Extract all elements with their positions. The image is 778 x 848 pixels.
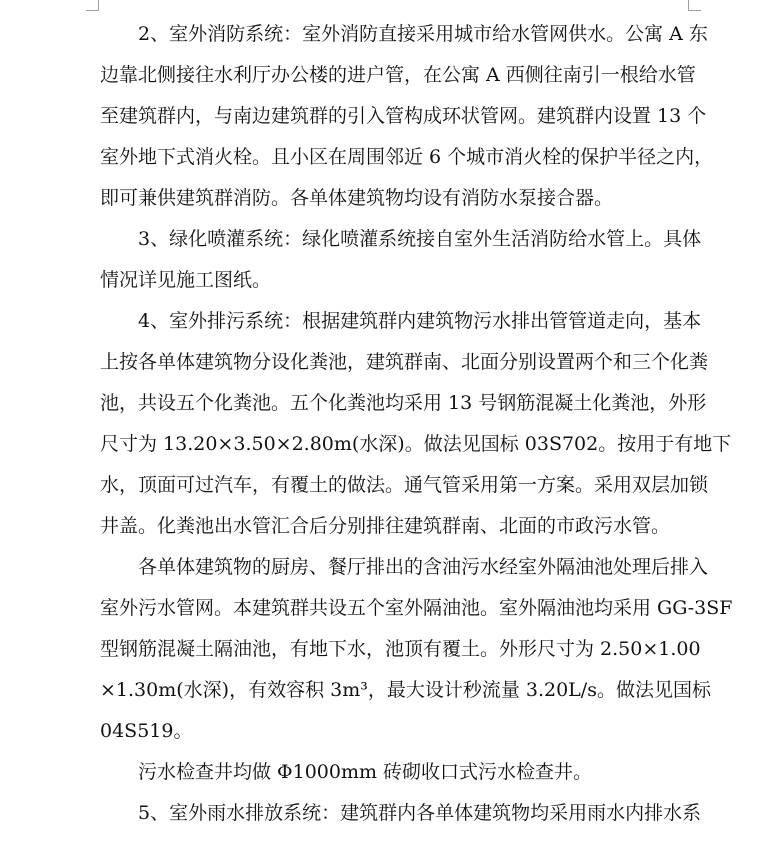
- paragraph-rainwater-system: [100, 793, 702, 834]
- paragraph-irrigation-system: [100, 219, 702, 301]
- text-line: 即可兼供建筑群消防。各单体建筑物均设有消防水泵接合器。: [100, 187, 614, 209]
- paragraph-sewage-system: [100, 301, 732, 547]
- text-line: 室外污水管网。本建筑群共设五个室外隔油池。室外隔油池均采用 GG-3SF: [100, 597, 733, 619]
- page-corner-mark-left: [86, 0, 99, 11]
- text-line: 水，顶面可过汽车，有覆土的做法。通气管采用第一方案。采用双层加锁: [100, 474, 709, 496]
- page-corner-mark-right: [688, 0, 701, 11]
- text-line: ×1.30m(水深)，有效容积 3m³，最大设计秒流量 3.20L/s。做法见国标: [100, 679, 711, 701]
- text-line: 井盖。化粪池出水管汇合后分别排往建筑群南、北面的市政污水管。: [100, 515, 671, 537]
- text-line: 室外地下式消火栓。且小区在周围邻近 6 个城市消火栓的保护半径之内，: [100, 146, 714, 168]
- paragraph-grease-trap: [100, 547, 733, 752]
- text-line: 边靠北侧接往水利厅办公楼的进户管，在公寓 A 西侧往南引一根给水管: [100, 64, 696, 86]
- text-line: 2、室外消防系统：室外消防直接采用城市给水管网供水。公寓 A 东: [100, 23, 708, 45]
- text-line: 至建筑群内，与南边建筑群的引入管构成环状管网。建筑群内设置 13 个: [100, 105, 707, 127]
- text-line: 池，共设五个化粪池。五个化粪池均采用 13 号钢筋混凝土化粪池，外形: [100, 392, 707, 414]
- text-line: 上按各单体建筑物分设化粪池，建筑群南、北面分别设置两个和三个化粪: [100, 351, 709, 373]
- document-body: [100, 14, 733, 834]
- text-line: 各单体建筑物的厨房、餐厅排出的含油污水经室外隔油池处理后排入: [100, 556, 709, 578]
- text-line: 4、室外排污系统：根据建筑群内建筑物污水排出管管道走向，基本: [100, 310, 702, 332]
- text-line: 情况详见施工图纸。: [100, 269, 272, 291]
- text-line: 3、绿化喷灌系统：绿化喷灌系统接自室外生活消防给水管上。具体: [100, 228, 702, 250]
- text-line: 污水检查井均做 Φ1000mm 砖砌收口式污水检查井。: [100, 761, 593, 783]
- text-line: 型钢筋混凝土隔油池，有地下水，池顶有覆土。外形尺寸为 2.50×1.00: [100, 638, 701, 660]
- text-line: 04S519。: [100, 720, 193, 742]
- text-line: 尺寸为 13.20×3.50×2.80m(水深)。做法见国标 03S702。按用于有地下: [100, 433, 732, 455]
- text-line: 5、室外雨水排放系统：建筑群内各单体建筑物均采用雨水内排水系: [100, 802, 702, 824]
- paragraph-manhole: [100, 752, 690, 793]
- paragraph-fire-system: [100, 14, 714, 219]
